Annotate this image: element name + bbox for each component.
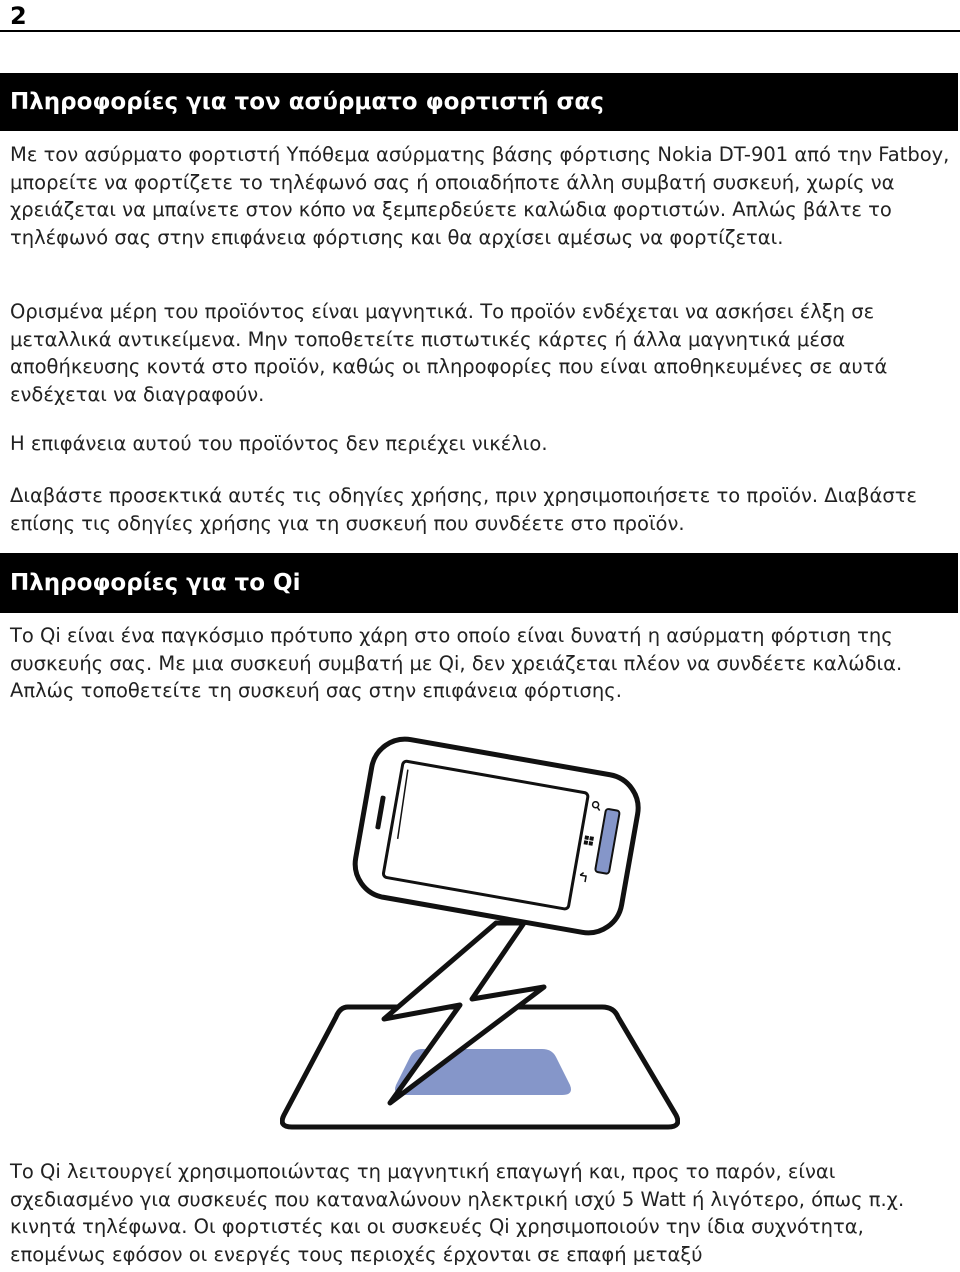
section-heading-charger [0,73,958,131]
section-heading-qi [0,553,958,613]
section-heading-charger-text: Πληροφορίες για τον ασύρματο φορτιστή σας [10,89,604,115]
header-rule [0,30,960,32]
page-number: 2 [10,2,27,30]
phone [350,734,644,938]
paragraph-read-instructions: Διαβάστε προσεκτικά αυτές τις οδηγίες χρήσης, πριν χρησιμοποιήσετε το προϊόν. Διαβάστε επίσης τις οδηγίες χρήσης για τη συσκευή που συνδέετε στο προϊόν. [10,484,917,535]
paragraph-qi-standard: Το Qi είναι ένα παγκόσμιο πρότυπο χάρη στο οποίο είναι δυνατή η ασύρματη φόρτιση της συσκευής σας. Με μια συσκευή συμβατή με Qi, δεν χρειάζεται πλέον να συνδέετε καλώδια. Απλώς τοποθετείτε τη συσκευή σας στην επιφάνεια φόρτισης. [10,624,903,702]
paragraph-qi-induction: Το Qi λειτουργεί χρησιμοποιώντας τη μαγνητική επαγωγή και, προς το παρόν, είναι σχεδιασμένο για συσκευές που καταναλώνουν ηλεκτρική ισχύ 5 Watt ή λιγότερο, όπως π.χ. κινητά τηλέφωνα. Οι φορτιστές και οι συσκευές Qi χρησιμοποιούν την ίδια συχνότητα, επομένως εφόσον οι ενεργές τους περιοχές έρχονται σε επαφή μεταξύ [10,1160,905,1266]
paragraph-magnetic-warning: Ορισμένα μέρη του προϊόντος είναι μαγνητικά. Το προϊόν ενδέχεται να ασκήσει έλξη σε μεταλλικά αντικείμενα. Μην τοποθετείτε πιστωτικές κάρτες ή άλλα μαγνητικά μέσα αποθήκευσης κοντά στο προϊόν, καθώς οι πληροφορίες που είναι αποθηκευμένες σε αυτά ενδέχεται να διαγραφούν. [10,300,888,406]
section-heading-qi-text: Πληροφορίες για το Qi [10,570,301,596]
phone-on-wireless-charging-pad [280,725,680,1135]
paragraph-nickel: Η επιφάνεια αυτού του προϊόντος δεν περιέχει νικέλιο. [10,432,548,455]
paragraph-intro: Με τον ασύρματο φορτιστή Υπόθεμα ασύρματης βάσης φόρτισης Nokia DT-901 από την Fatboy, μπορείτε να φορτίζετε το τηλέφωνό σας ή οποιαδήποτε άλλη συμβατή συσκευή, χωρίς να χρειάζεται να μπαίνετε στον κόπο να ξεμπερδεύετε καλώδια φορτιστών. Απλώς βάλτε το τηλέφωνό σας στην επιφάνεια φόρτισης και θα αρχίσει αμέσως να φορτίζεται. [10,143,950,249]
